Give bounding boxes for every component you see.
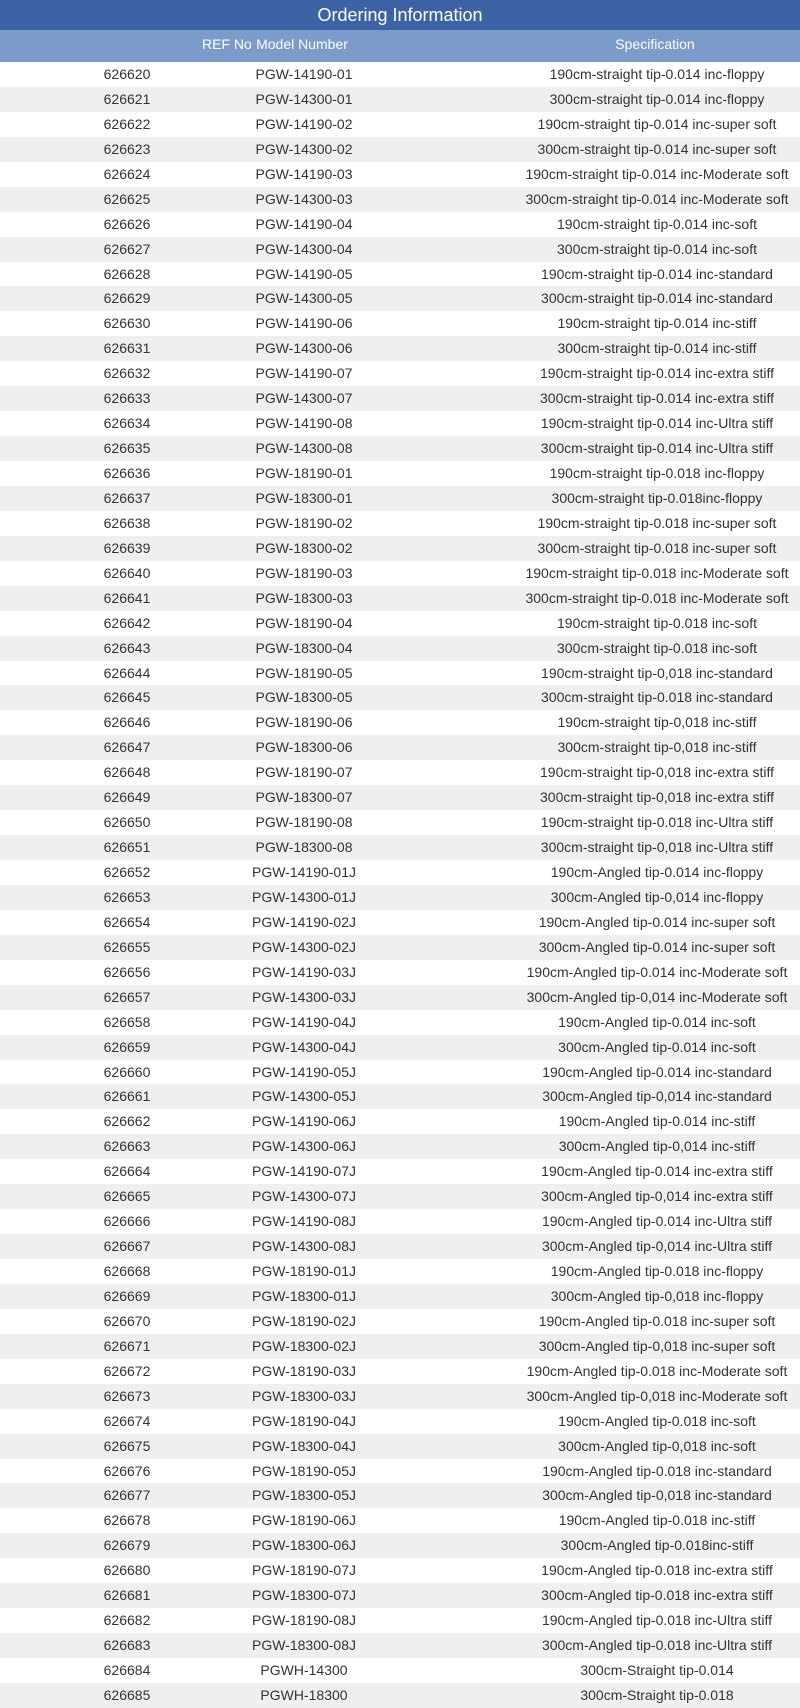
ref-no-cell: 626643 xyxy=(103,639,151,656)
specification-cell: 190cm-Angled tip-0.018 inc-Ultra stiff xyxy=(541,1612,773,1629)
table-row xyxy=(0,286,800,311)
ref-no-cell: 626628 xyxy=(103,265,151,282)
ref-no-cell: 626647 xyxy=(103,739,151,756)
specification-cell: 300cm-straight tip-0.014 inc-stiff xyxy=(557,340,757,357)
table-row xyxy=(0,1633,800,1658)
model-number-cell: PGW-18300-04 xyxy=(255,639,353,656)
header-ref-no: REF No xyxy=(202,36,252,52)
model-number-cell: PGW-18300-03 xyxy=(255,589,353,606)
specification-cell: 300cm-Angled tip-0,018 inc-super soft xyxy=(538,1337,776,1354)
table-row xyxy=(0,586,800,611)
ref-no-cell: 626638 xyxy=(103,514,151,531)
table-row xyxy=(0,262,800,287)
ref-no-cell: 626673 xyxy=(103,1387,151,1404)
model-number-cell: PGW-14190-03 xyxy=(255,165,353,182)
specification-cell: 190cm-Angled tip-0.018 inc-extra stiff xyxy=(541,1562,773,1579)
ref-no-cell: 626669 xyxy=(103,1287,151,1304)
table-row xyxy=(0,860,800,885)
model-number-cell: PGW-18300-06 xyxy=(255,739,353,756)
ref-no-cell: 626650 xyxy=(103,814,151,831)
model-number-cell: PGW-18300-04J xyxy=(251,1437,356,1454)
specification-cell: 190cm-Angled tip-0.018 inc-super soft xyxy=(538,1312,776,1329)
header-model-number: Model Number xyxy=(256,36,348,52)
model-number-cell: PGW-14190-01J xyxy=(251,864,356,880)
specification-cell: 300cm-Angled tip-0,014 inc-stiff xyxy=(558,1138,756,1155)
specification-cell: 190cm-straight tip-0.018 inc-soft xyxy=(557,614,757,631)
ref-no-cell: 626682 xyxy=(103,1612,151,1629)
ref-no-cell: 626679 xyxy=(103,1537,151,1554)
model-number-cell: PGW-18190-01J xyxy=(251,1263,356,1279)
specification-cell: 190cm-straight tip-0.014 inc-stiff xyxy=(557,315,757,332)
model-number-cell: PGWH-18300 xyxy=(260,1686,348,1703)
table-row xyxy=(0,112,800,137)
model-number-cell: PGW-18190-04 xyxy=(255,614,353,631)
specification-cell: 190cm-Angled tip-0.018 inc-stiff xyxy=(558,1512,756,1529)
model-number-cell: PGW-18190-06 xyxy=(255,714,353,731)
table-row xyxy=(0,1184,800,1209)
model-number-cell: PGW-18190-07 xyxy=(255,764,353,781)
table-row xyxy=(0,1583,800,1608)
model-number-cell: PGW-14190-06 xyxy=(255,315,353,332)
model-number-cell: PGW-14190-02 xyxy=(255,115,353,132)
specification-cell: 300cm-Angled tip-0,014 inc-Moderate soft xyxy=(526,988,788,1005)
table-row xyxy=(0,1508,800,1533)
specification-cell: 190cm-Angled tip-0.014 inc-soft xyxy=(558,1013,756,1030)
specification-cell: 300cm-Angled tip-0,014 inc-extra stiff xyxy=(541,1188,773,1205)
model-number-cell: PGW-18300-08 xyxy=(255,839,353,856)
ref-no-cell: 626645 xyxy=(103,689,151,706)
table-row xyxy=(0,1010,800,1035)
model-number-cell: PGW-14300-08 xyxy=(255,440,353,457)
model-number-cell: PGW-18190-05J xyxy=(251,1462,356,1479)
specification-cell: 190cm-straight tip-0,018 inc-extra stiff xyxy=(540,764,774,781)
table-row xyxy=(0,1284,800,1309)
model-number-cell: PGW-14190-03J xyxy=(251,963,356,980)
table-row xyxy=(0,1134,800,1159)
table-row xyxy=(0,536,800,561)
ref-no-cell: 626637 xyxy=(103,489,151,506)
model-number-cell: PGW-14300-06 xyxy=(255,340,353,357)
ref-no-cell: 626621 xyxy=(103,90,151,107)
model-number-cell: PGW-18300-03J xyxy=(251,1387,356,1404)
specification-cell: 190cm-straight tip-0.014 inc-soft xyxy=(557,215,757,232)
table-row xyxy=(0,735,800,760)
model-number-cell: PGW-14300-03J xyxy=(251,988,356,1005)
table-row xyxy=(0,212,800,237)
table-row xyxy=(0,187,800,212)
ref-no-cell: 626649 xyxy=(103,789,151,806)
ref-no-cell: 626661 xyxy=(103,1088,151,1105)
ref-no-cell: 626641 xyxy=(103,589,151,606)
table-header-row xyxy=(0,30,800,62)
ref-no-cell: 626652 xyxy=(103,864,151,880)
model-number-cell: PGW-14190-05J xyxy=(251,1063,356,1080)
table-row xyxy=(0,661,800,686)
ref-no-cell: 626653 xyxy=(103,888,151,905)
model-number-cell: PGW-18300-05J xyxy=(251,1487,356,1504)
specification-cell: 300cm-straight tip-0.014 inc-standard xyxy=(541,290,773,307)
specification-cell: 190cm-Angled tip-0.014 inc-extra stiff xyxy=(541,1163,773,1180)
ref-no-cell: 626659 xyxy=(103,1038,151,1055)
table-row xyxy=(0,1234,800,1259)
ref-no-cell: 626660 xyxy=(103,1063,151,1080)
specification-cell: 300cm-Angled tip-0.014 inc-super soft xyxy=(538,938,776,955)
table-row xyxy=(0,685,800,710)
ref-no-cell: 626684 xyxy=(103,1662,151,1678)
ref-no-cell: 626629 xyxy=(103,290,151,307)
ref-no-cell: 626635 xyxy=(103,440,151,457)
table-row xyxy=(0,885,800,910)
table-row xyxy=(0,1683,800,1708)
specification-cell: 190cm-straight tip-0.014 inc-Ultra stiff xyxy=(540,415,774,432)
ref-no-cell: 626656 xyxy=(103,963,151,980)
table-row xyxy=(0,386,800,411)
table-row xyxy=(0,760,800,785)
model-number-cell: PGW-14190-07J xyxy=(251,1163,356,1180)
ref-no-cell: 626624 xyxy=(103,165,151,182)
specification-cell: 300cm-straight tip-0.018 inc-super soft xyxy=(537,539,777,556)
specification-cell: 300cm-straight tip-0.018inc-floppy xyxy=(551,489,763,506)
table-row xyxy=(0,311,800,336)
table-row xyxy=(0,486,800,511)
ref-no-cell: 626678 xyxy=(103,1512,151,1529)
table-row xyxy=(0,1259,800,1284)
table-row xyxy=(0,1159,800,1184)
ref-no-cell: 626626 xyxy=(103,215,151,232)
specification-cell: 190cm-straight tip-0.014 inc-Moderate soft xyxy=(525,165,789,182)
ref-no-cell: 626627 xyxy=(103,240,151,257)
ref-no-cell: 626634 xyxy=(103,415,151,432)
specification-cell: 300cm-straight tip-0.014 inc-floppy xyxy=(549,90,765,107)
table-row xyxy=(0,1533,800,1558)
table-row xyxy=(0,935,800,960)
specification-cell: 190cm-straight tip-0.014 inc-extra stiff xyxy=(540,365,774,382)
table-row xyxy=(0,636,800,661)
table-row xyxy=(0,361,800,386)
specification-cell: 300cm-Angled tip-0.014 inc-soft xyxy=(558,1038,756,1055)
specification-cell: 300cm-Angled tip-0,018 inc-floppy xyxy=(550,1287,764,1304)
model-number-cell: PGW-18190-07J xyxy=(251,1562,356,1579)
model-number-cell: PGW-14300-07 xyxy=(255,390,353,407)
model-number-cell: PGW-18190-02J xyxy=(251,1312,356,1329)
ref-no-cell: 626640 xyxy=(103,564,151,581)
table-row xyxy=(0,960,800,985)
ref-no-cell: 626668 xyxy=(103,1263,151,1279)
table-row xyxy=(0,1060,800,1085)
model-number-cell: PGW-14300-06J xyxy=(251,1138,356,1155)
model-number-cell: PGW-14300-02 xyxy=(255,140,353,157)
specification-cell: 190cm-Angled tip-0.014 inc-floppy xyxy=(550,864,764,880)
ref-no-cell: 626654 xyxy=(103,913,151,930)
specification-cell: 300cm-straight tip-0.018 inc-Moderate soft xyxy=(525,589,789,606)
ref-no-cell: 626642 xyxy=(103,614,151,631)
specification-cell: 190cm-Angled tip-0.018 inc-Moderate soft xyxy=(526,1362,788,1379)
table-row xyxy=(0,62,800,87)
ref-no-cell: 626651 xyxy=(103,839,151,856)
model-number-cell: PGW-18190-08 xyxy=(255,814,353,831)
ref-no-cell: 626636 xyxy=(103,465,151,481)
table-row xyxy=(0,137,800,162)
ref-no-cell: 626620 xyxy=(103,66,151,82)
specification-cell: 300cm-straight tip-0.018 inc-standard xyxy=(541,689,773,706)
ref-no-cell: 626663 xyxy=(103,1138,151,1155)
specification-cell: 190cm-straight tip-0.014 inc-super soft xyxy=(537,115,777,132)
specification-cell: 300cm-Angled tip-0,014 inc-standard xyxy=(542,1088,772,1105)
specification-cell: 300cm-straight tip-0.014 inc-Moderate soft xyxy=(525,190,789,207)
ref-no-cell: 626665 xyxy=(103,1188,151,1205)
model-number-cell: PGW-18190-04J xyxy=(251,1412,356,1429)
ref-no-cell: 626677 xyxy=(103,1487,151,1504)
model-number-cell: PGW-18300-01 xyxy=(255,489,353,506)
model-number-cell: PGW-18300-06J xyxy=(251,1537,356,1554)
table-row xyxy=(0,1384,800,1409)
table-row xyxy=(0,1409,800,1434)
specification-cell: 190cm-straight tip-0.018 inc-Moderate soft xyxy=(525,564,789,581)
table-row xyxy=(0,1658,800,1683)
table-row xyxy=(0,561,800,586)
table-row xyxy=(0,511,800,536)
table-title: Ordering Information xyxy=(0,0,800,30)
model-number-cell: PGW-18190-03 xyxy=(255,564,353,581)
specification-cell: 190cm-Angled tip-0.018 inc-floppy xyxy=(550,1263,764,1279)
table-row xyxy=(0,985,800,1010)
specification-cell: 300cm-straight tip-0.018 inc-soft xyxy=(557,639,757,656)
model-number-cell: PGW-18190-01 xyxy=(255,465,353,481)
ref-no-cell: 626666 xyxy=(103,1213,151,1230)
ref-no-cell: 626680 xyxy=(103,1562,151,1579)
specification-cell: 190cm-straight tip-0.018 inc-Ultra stiff xyxy=(540,814,774,831)
specification-cell: 190cm-Angled tip-0.014 inc-super soft xyxy=(538,913,776,930)
table-row xyxy=(0,1209,800,1234)
ref-no-cell: 626633 xyxy=(103,390,151,407)
model-number-cell: PGW-14190-08 xyxy=(255,415,353,432)
specification-cell: 300cm-straight tip-0,018 inc-stiff xyxy=(557,739,757,756)
model-number-cell: PGW-14300-01 xyxy=(255,90,353,107)
model-number-cell: PGW-18190-03J xyxy=(251,1362,356,1379)
specification-cell: 300cm-straight tip-0.014 inc-Ultra stiff xyxy=(540,440,774,457)
ref-no-cell: 626646 xyxy=(103,714,151,731)
model-number-cell: PGW-14190-01 xyxy=(255,66,353,82)
table-row xyxy=(0,411,800,436)
specification-cell: 300cm-Angled tip-0.018 inc-extra stiff xyxy=(541,1587,773,1604)
specification-cell: 190cm-Angled tip-0.018 inc-standard xyxy=(542,1462,772,1479)
ref-no-cell: 626671 xyxy=(103,1337,151,1354)
table-row xyxy=(0,1109,800,1134)
specification-cell: 300cm-Angled tip-0,018 inc-Moderate soft xyxy=(526,1387,788,1404)
model-number-cell: PGW-18300-07 xyxy=(255,789,353,806)
table-row xyxy=(0,237,800,262)
model-number-cell: PGWH-14300 xyxy=(260,1662,348,1678)
ref-no-cell: 626648 xyxy=(103,764,151,781)
ref-no-cell: 626685 xyxy=(103,1686,151,1703)
model-number-cell: PGW-14190-04 xyxy=(255,215,353,232)
ref-no-cell: 626655 xyxy=(103,938,151,955)
table-row xyxy=(0,1035,800,1060)
model-number-cell: PGW-18300-02J xyxy=(251,1337,356,1354)
ref-no-cell: 626625 xyxy=(103,190,151,207)
ref-no-cell: 626644 xyxy=(103,664,151,681)
ref-no-cell: 626675 xyxy=(103,1437,151,1454)
specification-cell: 190cm-straight tip-0.018 inc-floppy xyxy=(549,465,765,481)
table-row xyxy=(0,910,800,935)
model-number-cell: PGW-14300-04J xyxy=(251,1038,356,1055)
table-row xyxy=(0,1309,800,1334)
model-number-cell: PGW-18190-02 xyxy=(255,514,353,531)
specification-cell: 300cm-Angled tip-0,018 inc-soft xyxy=(558,1437,756,1454)
table-row xyxy=(0,1459,800,1484)
table-row xyxy=(0,785,800,810)
table-row xyxy=(0,1434,800,1459)
table-row xyxy=(0,810,800,835)
table-row xyxy=(0,1483,800,1508)
ref-no-cell: 626631 xyxy=(103,340,151,357)
ref-no-cell: 626667 xyxy=(103,1238,151,1255)
ref-no-cell: 626676 xyxy=(103,1462,151,1479)
table-row xyxy=(0,162,800,187)
ref-no-cell: 626683 xyxy=(103,1637,151,1654)
table-row xyxy=(0,611,800,636)
specification-cell: 300cm-straight tip-0.014 inc-extra stiff xyxy=(540,390,774,407)
specification-cell: 300cm-Angled tip-0,014 inc-floppy xyxy=(550,888,764,905)
table-row xyxy=(0,1608,800,1633)
table-row xyxy=(0,436,800,461)
ref-no-cell: 626632 xyxy=(103,365,151,382)
specification-cell: 300cm-Straight tip-0.014 xyxy=(580,1662,734,1678)
specification-cell: 300cm-Angled tip-0,014 inc-Ultra stiff xyxy=(541,1238,773,1255)
model-number-cell: PGW-14300-04 xyxy=(255,240,353,257)
model-number-cell: PGW-14300-01J xyxy=(251,888,356,905)
model-number-cell: PGW-14190-02J xyxy=(251,913,356,930)
table-row xyxy=(0,461,800,486)
model-number-cell: PGW-18300-02 xyxy=(255,539,353,556)
specification-cell: 190cm-Angled tip-0.014 inc-stiff xyxy=(558,1113,756,1130)
specification-cell: 300cm-straight tip-0.014 inc-soft xyxy=(557,240,757,257)
specification-cell: 300cm-straight tip-0,018 inc-Ultra stiff xyxy=(540,839,774,856)
specification-cell: 300cm-Angled tip-0.018inc-stiff xyxy=(560,1537,754,1554)
model-number-cell: PGW-14300-05J xyxy=(251,1088,356,1105)
table-row xyxy=(0,1334,800,1359)
specification-cell: 190cm-straight tip-0.014 inc-floppy xyxy=(549,66,765,82)
model-number-cell: PGW-18190-05 xyxy=(255,664,353,681)
model-number-cell: PGW-18190-06J xyxy=(251,1512,356,1529)
model-number-cell: PGW-14190-04J xyxy=(251,1013,356,1030)
model-number-cell: PGW-18190-08J xyxy=(251,1612,356,1629)
table-body xyxy=(0,62,800,1708)
ref-no-cell: 626664 xyxy=(103,1163,151,1180)
specification-cell: 190cm-Angled tip-0.014 inc-Moderate soft xyxy=(526,963,788,980)
model-number-cell: PGW-14190-08J xyxy=(251,1213,356,1230)
specification-cell: 190cm-straight tip-0,018 inc-stiff xyxy=(557,714,757,731)
model-number-cell: PGW-18300-01J xyxy=(251,1287,356,1304)
specification-cell: 300cm-straight tip-0.014 inc-super soft xyxy=(537,140,777,157)
model-number-cell: PGW-14300-02J xyxy=(251,938,356,955)
model-number-cell: PGW-14300-07J xyxy=(251,1188,356,1205)
model-number-cell: PGW-14190-07 xyxy=(255,365,353,382)
ref-no-cell: 626681 xyxy=(103,1587,151,1604)
table-row xyxy=(0,336,800,361)
specification-cell: 190cm-Angled tip-0.014 inc-Ultra stiff xyxy=(541,1213,773,1230)
table-row xyxy=(0,835,800,860)
model-number-cell: PGW-14300-08J xyxy=(251,1238,356,1255)
ref-no-cell: 626658 xyxy=(103,1013,151,1030)
model-number-cell: PGW-14300-05 xyxy=(255,290,353,307)
table-row xyxy=(0,87,800,112)
model-number-cell: PGW-14300-03 xyxy=(255,190,353,207)
specification-cell: 190cm-straight tip-0.014 inc-standard xyxy=(541,265,773,282)
ref-no-cell: 626639 xyxy=(103,539,151,556)
specification-cell: 300cm-Straight tip-0.018 xyxy=(580,1686,734,1703)
table-row xyxy=(0,1359,800,1384)
model-number-cell: PGW-18300-07J xyxy=(251,1587,356,1604)
specification-cell: 190cm-Angled tip-0.014 inc-standard xyxy=(542,1063,772,1080)
header-specification: Specification xyxy=(615,36,695,52)
ref-no-cell: 626623 xyxy=(103,140,151,157)
ref-no-cell: 626630 xyxy=(103,315,151,332)
table-row xyxy=(0,1558,800,1583)
ref-no-cell: 626622 xyxy=(103,115,151,132)
specification-cell: 300cm-straight tip-0,018 inc-extra stiff xyxy=(540,789,774,806)
model-number-cell: PGW-18300-08J xyxy=(251,1637,356,1654)
specification-cell: 300cm-Angled tip-0.018 inc-Ultra stiff xyxy=(541,1637,773,1654)
table-row xyxy=(0,710,800,735)
model-number-cell: PGW-14190-06J xyxy=(251,1113,356,1130)
specification-cell: 190cm-Angled tip-0.018 inc-soft xyxy=(558,1412,756,1429)
table-row xyxy=(0,1084,800,1109)
ref-no-cell: 626657 xyxy=(103,988,151,1005)
specification-cell: 190cm-straight tip-0,018 inc-standard xyxy=(541,664,773,681)
specification-cell: 190cm-straight tip-0.018 inc-super soft xyxy=(537,514,777,531)
ref-no-cell: 626672 xyxy=(103,1362,151,1379)
model-number-cell: PGW-18300-05 xyxy=(255,689,353,706)
ref-no-cell: 626674 xyxy=(103,1412,151,1429)
ref-no-cell: 626662 xyxy=(103,1113,151,1130)
ref-no-cell: 626670 xyxy=(103,1312,151,1329)
model-number-cell: PGW-14190-05 xyxy=(255,265,353,282)
specification-cell: 300cm-Angled tip-0,018 inc-standard xyxy=(542,1487,772,1504)
